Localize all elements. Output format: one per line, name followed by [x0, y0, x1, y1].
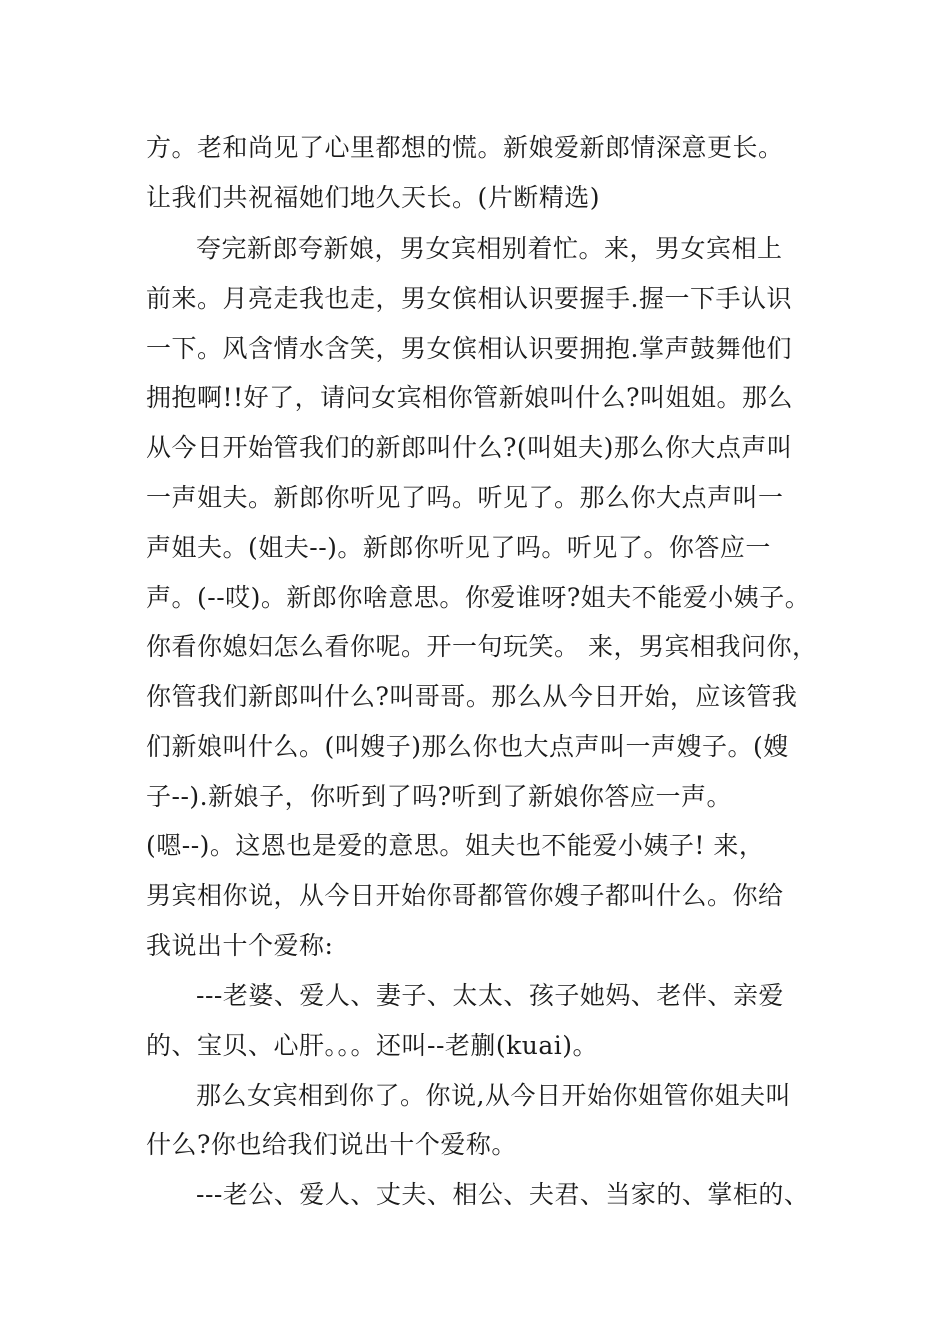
- text-line-7: 从今日开始管我们的新郎叫什么?(叫姐夫)那么你大点声叫: [146, 433, 793, 462]
- text-line-16: 男宾相你说，从今日开始你哥都管你嫂子都叫什么。你给: [146, 881, 784, 910]
- text-line-12: 你管我们新郎叫什么?叫哥哥。那么从今日开始，应该管我: [146, 682, 798, 711]
- text-line-9: 声姐夫。(姐夫--)。新郎你听见了吗。听见了。你答应一: [146, 533, 771, 562]
- text-line-3: 夸完新郎夸新娘，男女宾相别着忙。来，男女宾相上: [196, 234, 783, 263]
- text-line-6: 拥抱啊!!好了，请问女宾相你管新娘叫什么?叫姐姐。那么: [146, 383, 793, 412]
- text-line-1: 方。老和尚见了心里都想的慌。新娘爱新郎情深意更长。: [146, 133, 784, 162]
- text-line-19: 的、宝贝、心肝。。。还叫--老蒯(kuai)。: [146, 1031, 599, 1060]
- text-line-2: 让我们共祝福她们地久天长。(片断精选): [146, 183, 601, 212]
- text-line-21: 什么?你也给我们说出十个爱称。: [146, 1130, 517, 1159]
- text-line-10: 声。(--哎)。新郎你啥意思。你爱谁呀?姐夫不能爱小姨子。: [146, 583, 811, 612]
- text-line-17: 我说出十个爱称:: [146, 931, 334, 960]
- text-line-20: 那么女宾相到你了。你说,从今日开始你姐管你姐夫叫: [196, 1081, 791, 1110]
- text-line-14: 子--).新娘子，你听到了吗?听到了新娘你答应一声。: [146, 782, 732, 811]
- text-line-13: 们新娘叫什么。(叫嫂子)那么你也大点声叫一声嫂子。(嫂: [146, 732, 789, 761]
- text-line-11: 你看你媳妇怎么看你呢。开一句玩笑。 来，男宾相我问你，: [146, 632, 818, 661]
- text-line-8: 一声姐夫。新郎你听见了吗。听见了。那么你大点声叫一: [146, 483, 784, 512]
- text-line-18: ---老婆、爱人、妻子、太太、孩子她妈、老伴、亲爱: [196, 981, 784, 1010]
- text-line-22: ---老公、爱人、丈夫、相公、夫君、当家的、掌柜的、: [196, 1180, 810, 1209]
- text-line-15: (嗯--)。这恩也是爱的意思。姐夫也不能爱小姨子! 来，: [146, 831, 765, 860]
- text-line-5: 一下。风含情水含笑，男女傧相认识要拥抱.掌声鼓舞他们: [146, 334, 792, 363]
- text-line-4: 前来。月亮走我也走，男女傧相认识要握手.握一下手认识: [146, 284, 792, 313]
